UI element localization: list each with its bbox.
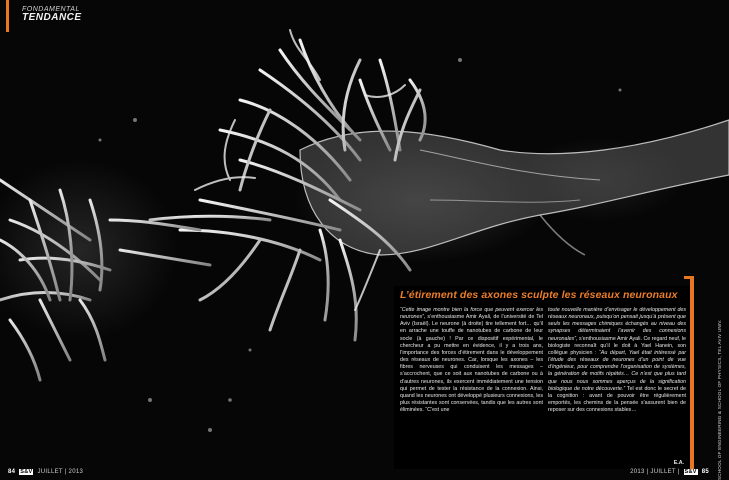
rubric-accent-bar (6, 0, 9, 32)
issue-date-right: 2013 | JUILLET | (630, 469, 680, 475)
right-quote-1: toute nouvelle manière d’envisager le développement des réseaux neuronaux, puisqu’on pensait jusqu’à présent que seuls les messages chimiques échangés au niveau des synapses déterminaient l’avenir des connexions neuronales” (548, 307, 686, 342)
page-number-right: 85 (701, 469, 709, 475)
article-box (394, 286, 690, 469)
article-column-left (400, 307, 543, 414)
right-text-1: , s’enthousiasme Amir Ayali. Ce regard neuf, le biologiste reconnaît qu’il le doit à Yael Hanein, son collègue physicien : (548, 335, 686, 356)
section-rubric (22, 6, 82, 23)
photo-credit: SCHOOL OF ENGINEERING & SCHOOL OF PHYSICS, TEL AVIV UNIV. (717, 319, 722, 480)
brand-logo-right: S&V (684, 469, 697, 475)
right-quote-2: “Au départ, Yael était intéressé par l’étude des réseaux de neurones d’un point de vue d’ingénieur, pour comprendre l’organisation de systèmes, la génération de motifs répétés… Ce n’est que plus tard que nous nous sommes aperçus de la signification biologique de notre découverte.” (548, 349, 686, 392)
right-text-2: Tel est donc le secret de la cognition : avant de pouvoir être régulièrement emportés, les chemins de la pensée s’assurent bien de reposer sur des connexions stables… (548, 385, 686, 414)
page-number-left: 84 (8, 469, 16, 475)
article-title: L’étirement des axones sculpte les réseaux neuronaux (400, 289, 678, 301)
neuron-cell-body (300, 120, 729, 255)
article-column-right (548, 307, 686, 414)
author-signature: E.A. (673, 460, 684, 466)
article-accent-bar (690, 276, 694, 469)
rubric-section: FONDAMENTAL (22, 6, 80, 13)
brand-logo-left: S&V (20, 469, 33, 475)
issue-date-left: JUILLET | 2013 (37, 469, 84, 475)
rubric-title: TENDANCE (22, 12, 82, 23)
folio-right (630, 469, 709, 475)
folio-left (8, 469, 83, 475)
nanotube-fibers-left (0, 180, 210, 380)
left-quote: “Cette image montre bien la force que peuvent exercer les neurones” (400, 307, 543, 321)
left-text: , s’enthousiasme Amir Ayali, de l’université de Tel Aviv (Israël). Le neurone (à droite) tire tellement fort… qu’il en arrache une touffe de nanotubes de carbone de leur socle (à gauche) ! Par ce dispositif expérimental, le chercheur a pu mettre en évidence, il y a trois ans, l’importance des forces d’étirement dans le développement des réseaux de neurones. Car, lorsque les axones – les fibres nerveuses qui conduisent les messages – s’accrochent, que ce soit aux nanotubes de carbone ou à d’autres neurones, ils exercent immédiatement une tension qui permet de tester la résistance de la connexion. Ainsi, quand les neurones ont développé plusieurs connexions, les plus résistantes sont conservées, tandis que les autres sont éliminées. “C’est une (400, 314, 543, 414)
